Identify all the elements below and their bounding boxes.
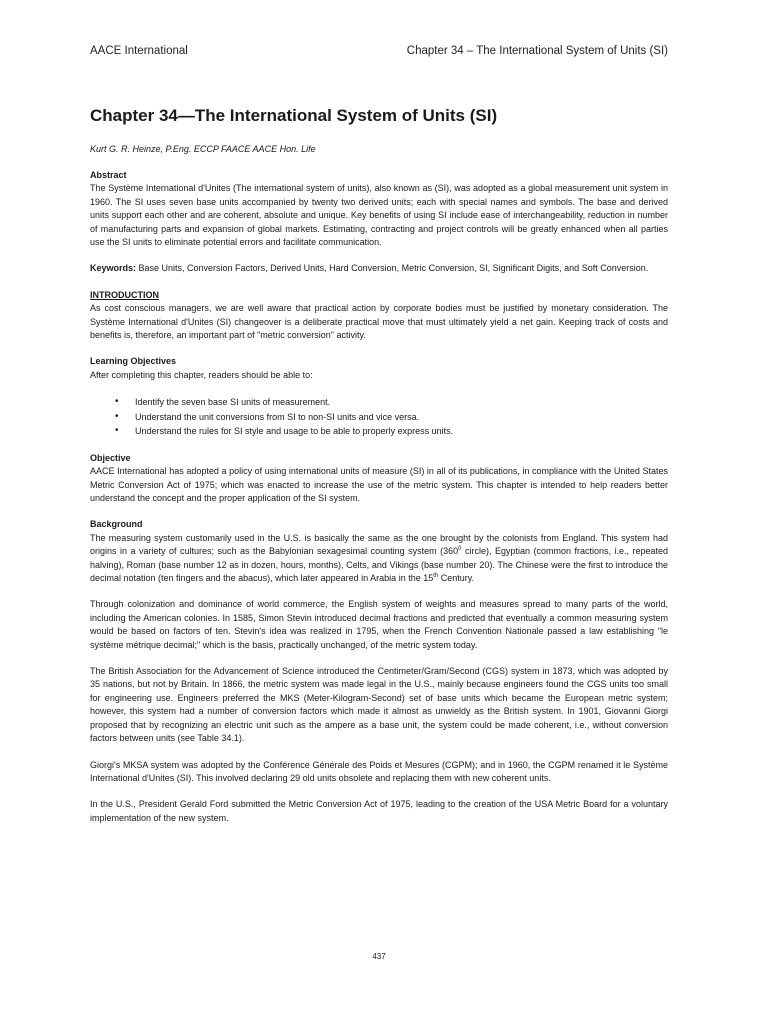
- author-line: Kurt G. R. Heinze, P.Eng. ECCP FAACE AACE Hon. Life: [90, 144, 316, 154]
- document-page: [90, 0, 668, 1024]
- abstract-heading: Abstract: [90, 170, 127, 180]
- background-paragraph-3: The British Association for the Advancement of Science introduced the Centimeter/Gram/Second (CGS) system in 1873, which was adopted by 35 nations, but not by Britain. In 1866, the metric system was made legal in the U.S., mainly because engineers found the CGS units too small for engineering use. Engineers preferred the MKS (Meter-Kilogram-Second) set of base units which became the European metric system; however, this system had a number of conversion factors which made it almost as unwieldy as the British system. In 1901, Giovanni Giorgi proposed that by recognizing an electric unit such as the ampere as a base unit, the system could be made coherent, i.e., without conversion factors between units (see Table 34.1).: [90, 666, 668, 744]
- chapter-title: Chapter 34—The International System of Units (SI): [90, 106, 498, 125]
- header-chapter: Chapter 34 – The International System of Units (SI): [406, 45, 668, 57]
- learning-objectives-heading: Learning Objectives: [90, 356, 177, 367]
- keywords-text: Base Units, Conversion Factors, Derived Units, Hard Conversion, Metric Conversion, SI, Significant Digits, and Soft Conversion.: [136, 263, 649, 274]
- introduction-text: As cost conscious managers, we are well aware that practical action by corporate bodies must be justified by monetary consideration. The Système International d'Unites (SI) changeover is a deliberate practical move that must ultimately yield a net gain. Keeping track of costs and benefits is, therefore, an important part of "metric conversion" activity.: [90, 303, 668, 341]
- background-paragraph-1: The measuring system customarily used in the U.S. is basically the same as the one brought by the colonists from England. This system had origins in a variety of cultures; such as the Babylonian sexagesimal counting system ($360^0$ circle), Egyptian (common fractions, i.e., repeated halving), Roman (base number 12 as in dozen, hours, months), Celts, and Vikings (base number 20). The Chinese were the first to introduce the decimal notation (ten fingers and the abacus), which later appeared in Arabia in the 15th Century.: [90, 532, 668, 584]
- abstract-text: The Système International d'Unites (The international system of units), also known as (SI), was adopted as a global measurement unit system in 1960. The SI uses seven base units accompanied by twenty two derived units; each with special names and symbols. The base and derived units support each other and are coherent, absolute and unique. Key benefits of using SI include ease of interchangeability, reduction in number of manufacturing parts and expansion of global markets. Estimating, contracting and project controls will be greatly enhanced when all parties use the SI units to eliminate potential errors and facilitate communication.: [90, 183, 668, 248]
- list-item: • Understand the unit conversions from SI to non-SI units and vice versa.: [90, 410, 668, 425]
- header-organization: AACE International: [90, 45, 188, 57]
- introduction-heading: INTRODUCTION: [90, 289, 159, 300]
- objective-heading: Objective: [90, 452, 131, 463]
- learning-objectives-list: [90, 395, 668, 439]
- background-paragraph-2: Through colonization and dominance of world commerce, the English system of weights and measures spread to many parts of the world, including the American colonies. In 1585, Simon Stevin introduced decimal fractions and predicted that eventually a common measuring system would be based on factors of ten. Stevin's idea was realized in 1795, when the French Convention Nationale passed a law establishing "le système métrique decimal;" which is the basis, practically unchanged, of the metric system today.: [90, 599, 668, 650]
- objective-text: AACE International has adopted a policy of using international units of measure (SI) in all of its publications, in compliance with the United States Metric Conversion Act of 1975; which was enacted to increase the use of the metric system. This chapter is intended to help readers better understand the concept and the proper application of the SI system.: [90, 466, 668, 503]
- page-number: 437: [372, 952, 386, 961]
- learning-objectives-intro: After completing this chapter, readers should be able to:: [90, 369, 313, 380]
- keywords-label: Keywords:: [90, 263, 137, 274]
- body-text: [90, 169, 668, 825]
- list-item: • Identify the seven base SI units of measurement.: [90, 395, 668, 410]
- list-item: • Understand the rules for SI style and usage to be able to properly express units.: [90, 424, 668, 439]
- keywords-paragraph: [90, 262, 668, 275]
- background-paragraph-4: Giorgi's MKSA system was adopted by the Conférence Générale des Poids et Mesures (CGPM); and in 1960, the CGPM renamed it le Système International d'Unites (SI). This involved declaring 29 old units obsolete and replacing them with new coherent units.: [90, 759, 668, 783]
- background-paragraph-5: In the U.S., President Gerald Ford submitted the Metric Conversion Act of 1975, leading to the creation of the USA Metric Board for a voluntary implementation of the new system.: [90, 799, 668, 823]
- background-heading: Background: [90, 519, 143, 530]
